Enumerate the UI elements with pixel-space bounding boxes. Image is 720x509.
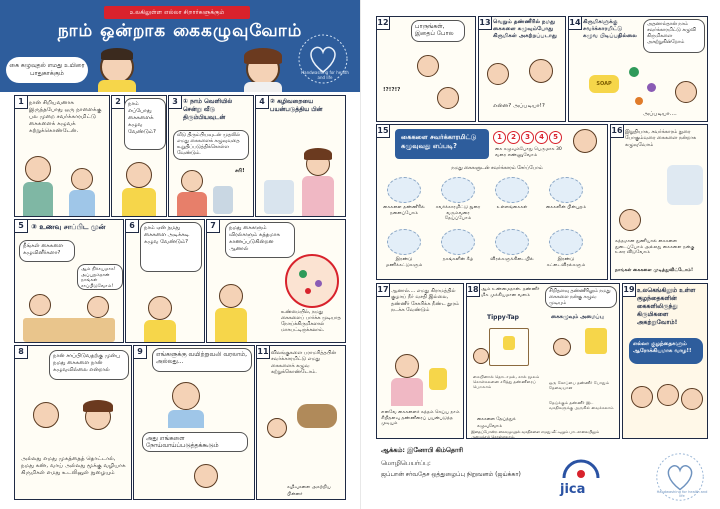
- panel-7-speech-bubble: நமது கைகளும் விரல்களும் சுத்தமாக காணப்படுகின்றன ஆனால்: [225, 222, 295, 258]
- cow-illustration: [297, 404, 337, 428]
- girl-dress: [391, 378, 423, 406]
- panel-6-speech-bubble: நாம் ஏன் நமது கைகளை அடிக்கடி கழுவ வேண்டும்?: [140, 222, 202, 272]
- boy-figure: [126, 162, 152, 188]
- step-illustration: [441, 177, 475, 203]
- panel-number: 19: [623, 284, 636, 297]
- mother-figure: [25, 156, 51, 182]
- panel-12-sfx: !?!?!?: [383, 87, 401, 93]
- step-illustration: [441, 229, 475, 255]
- child-shirt: [177, 192, 207, 216]
- child-figure: [71, 168, 93, 190]
- comic-panel-16: [610, 124, 708, 280]
- panel-16-caption: இறுதியாக, சவர்க்காரம் நுரை போகும்வரை கைகளை நன்றாக கழுவுவோம்: [625, 129, 697, 148]
- panel-7-caption: உண்மையில், நமது கைகளைப் பார்க்க முடியாத நோய்க்கிருமிகளால் மாசுபட்டிருக்கலாம்.: [281, 310, 341, 333]
- child-figure: [681, 388, 703, 410]
- child-figure: [657, 384, 679, 406]
- panel-number: 4: [256, 96, 269, 109]
- boy-figure: [529, 59, 553, 83]
- sick-boy-shirt: [168, 410, 204, 428]
- comic-panel-14: [568, 16, 708, 122]
- water-container-icon: [429, 368, 447, 390]
- panel-15-note: கை கழுவும்போது பெருமாக 30 வரை எண்ணுவோம்: [495, 147, 562, 158]
- boy-figure: [437, 87, 459, 109]
- magnified-germs-circle: [285, 254, 339, 308]
- header-tag: உலகிலுள்ள எல்லா சிறார்களுக்கும்: [104, 6, 250, 19]
- handwash-station-note-2: தேய்க்கும் தண்ணீர் இட வசதிகளுக்கு அருகில் வைக்கலாம்: [549, 400, 614, 410]
- step-badge: 2: [507, 131, 520, 144]
- step-illustration: [495, 229, 529, 255]
- comic-panel-18: [466, 283, 620, 439]
- step-illustration: [549, 229, 583, 255]
- panel-16-caption-3: நாங்கள் கைகளை முடித்துவிட்டோம்!: [615, 268, 694, 273]
- rinsing-hands-illustration: [667, 165, 703, 205]
- step-illustration: [495, 177, 529, 203]
- panel-number: 1: [15, 96, 28, 109]
- panel-11-caption: விலங்குகளை பராமரித்தபின் சவர்க்காரமிட்டு எமது கைகளைக் கழுவ கற்றுக்கொண்டோம்.: [271, 350, 337, 376]
- step-badge: 3: [521, 131, 534, 144]
- comic-panel-7: [206, 219, 346, 343]
- mother-figure: [417, 55, 439, 77]
- header-girl-shirt: [244, 82, 282, 92]
- water-bucket-icon: [585, 328, 607, 354]
- panel-14-speech-bubble: அதனால்தான் நாம் சவர்க்காரமிட்டு கழுவி கிருமிகளை அகற்றுகின்றோம்: [643, 19, 705, 53]
- boy-eating-figure: [33, 402, 59, 428]
- mother-dress: [23, 182, 53, 216]
- panel-18-caption-bottom: இதைப்போன்ற கைகழுவுதல் வசதிகளை எமது வீட்டிலும் பாடசாலையிலும் அமைத்துக் கொள்ளலாம்.: [471, 429, 599, 439]
- credit-translator: ஜப்பான் சர்வதேச ஒத்துழைப்பு நிறுவனம் (ஜய்க்கா): [381, 471, 521, 478]
- panel-number: 3: [169, 96, 182, 109]
- panel-number: 15: [377, 125, 390, 138]
- header-speech-bubble: கை கழுவுதல் எமது உயிரை பாதுகாக்கும்: [6, 57, 88, 83]
- boy-shirt: [144, 320, 176, 342]
- sink-illustration: [213, 186, 233, 214]
- panel-2-speech-bubble: நாம் எப்போது கைகளைக் கழுவ வேண்டும்?: [124, 98, 166, 150]
- boy-shirt: [122, 188, 156, 216]
- panel-number: 14: [569, 17, 582, 30]
- tippy-tap-note-2: கைகளை தேய்த்துக் கழுவுவோம்: [477, 417, 516, 429]
- boy-shirt: [215, 308, 247, 342]
- step-label: சவர்க்காரமிட்டு நுரை வரும்வரை தேய்ப்போம்: [435, 205, 481, 221]
- panel-number: 17: [377, 284, 390, 297]
- poster-title: நாம் ஒன்றாக கைகழுவுவோம்: [57, 21, 303, 41]
- header-girl-hair: [244, 48, 282, 64]
- panel-9-speech-bubble: எங்களுக்கு வயிற்றுவலி வரலாம், அல்லது...: [152, 348, 252, 372]
- step-badge: 5: [549, 131, 562, 144]
- comic-panel-2: [111, 95, 167, 217]
- panel-number: 6: [126, 220, 139, 233]
- tippy-tap-container: [503, 336, 515, 350]
- panel-15-subheading: நமது கைகளுடன் சவர்க்காரம் சேர்ப்போம்: [451, 166, 543, 171]
- panel-3-speech-bubble: வீடு திரும்பியவுடன் முதலில் எமது கைகளைக் கழுவுவதை உறுதிப்படுத்திக்கொள்ள வேண்டும்.: [173, 130, 249, 160]
- boy-figure: [675, 81, 697, 103]
- step-badge: 1: [493, 131, 506, 144]
- comic-panel-8: [14, 345, 132, 500]
- comic-panel-5: [14, 219, 124, 343]
- credit-author: ஆக்கம்: இனோபி கிம்தொரி: [381, 446, 463, 454]
- panel-17-caption: ஆனால்.... எமது கிராமத்தில் குழாய் நீர் வசதி இல்லை, தண்ணீர் சேகரிக்க நீண்ட தூரம் நடக்க வேண்டும்: [391, 288, 460, 314]
- girl-figure: [573, 129, 597, 153]
- comic-panel-9: [133, 345, 255, 500]
- panel-9-second-bubble: அது எங்களை நோய்வாய்ப்படுத்தக்கூடும்: [142, 432, 248, 452]
- girl-figure: [619, 209, 641, 231]
- panel-number: 8: [15, 346, 28, 359]
- panel-13-heading: வெறும் தண்ணீரில் நமது கைகளை கழுவும்போது கிருமிகள் அகற்றப்படாது: [493, 19, 557, 39]
- step-illustration: [387, 229, 421, 255]
- header-boy-shirt: [98, 80, 136, 92]
- tippy-tap-note: கையினால் தொடாமல், கால் மூலம் கொள்கலனை சரித்து தண்ணீரைப் பெறலாம்: [473, 374, 540, 389]
- handwash-station-note: ஒரு கோப்பை தண்ணீர் போதும் தேவையான: [549, 380, 610, 390]
- girl-carrying-water-figure: [395, 354, 419, 378]
- soap-bar-icon: SOAP: [589, 75, 619, 93]
- panel-17-caption-2: எனவே கைகளைச் சுத்தம் செய்ய நாம் சிறிதளவு தண்ணீரைப் பயன்படுத்த முடியும்: [381, 410, 460, 427]
- panel-number: 9: [134, 346, 147, 359]
- panel-number: 11: [257, 346, 270, 359]
- step-label: உள்ளங்கைகள்: [496, 205, 528, 210]
- tippy-tap-title: Tippy-Tap: [487, 314, 519, 321]
- comic-panel-1: [14, 95, 110, 217]
- child-figure: [473, 348, 489, 364]
- comic-panel-17: [376, 283, 464, 439]
- panel-3-sfx: சரி!: [235, 168, 245, 174]
- panel-19-heading: உலகெங்கிலும் உள்ள குழந்தைகளின் கைகளிலிருந்து கிருமிகளை அகற்றுவோம்!: [637, 287, 696, 326]
- step-badge: 4: [535, 131, 548, 144]
- panel-5-reply-bubble: ஆம் நிச்சயமாக! அப்புறம்தான் நாங்கள் சாப்பிடுவோம்!: [77, 264, 123, 290]
- boy-figure: [267, 418, 287, 438]
- panel-8-caption: அல்லது எமது முகத்தைத் தொட்டால், நமது கண், வாய் அல்லது மூக்கு வழியாக கிருமிகள் எமது உடலினுள் நுழையும்: [21, 456, 126, 476]
- panel-5-heading: ③ உணவு சாப்பிட முன்: [31, 223, 106, 231]
- panel-number: 5: [15, 220, 28, 233]
- panel-number: 18: [467, 284, 480, 297]
- step-label: விரல்களுக்கிடையில்: [490, 257, 534, 262]
- mother-figure: [29, 294, 51, 316]
- girl-dress: [302, 176, 334, 216]
- comic-panel-12: [376, 16, 476, 122]
- header-boy-hair: [101, 48, 133, 60]
- step-illustration: [387, 177, 421, 203]
- panel-number: 16: [611, 125, 624, 138]
- panel-19-speech-bubble: எல்லா குழந்தைகளும் ஆரோக்கியமாக வாழ!!: [629, 338, 703, 364]
- comic-panel-4: [255, 95, 346, 217]
- germ-icon: [647, 83, 656, 92]
- step-label: நகங்களின் கீழ்: [442, 257, 474, 262]
- header-logo-text: Handwashing for health and life: [301, 70, 349, 80]
- step-label: கைகளின் பின்புறம்: [545, 205, 587, 210]
- panel-number: 2: [112, 96, 125, 109]
- step-label: இரண்டு மணிக்கட்டுகளும்: [385, 257, 423, 268]
- child-figure: [181, 170, 203, 192]
- handwash-station-title: கைகழுவும் அமைப்பு: [551, 314, 604, 320]
- germ-icon: [315, 280, 322, 287]
- comic-panel-13: [478, 16, 566, 122]
- germ-icon: [635, 97, 643, 105]
- girl-hair: [83, 400, 113, 412]
- panel-11-caption-2: கழிவுகளை அகற்றிய பின்னர்: [287, 485, 331, 497]
- panel-15-heading: கைகளை சவர்க்காரமிட்டு கழுவுவது எப்படி?: [401, 133, 477, 150]
- jica-logo-text: jica: [560, 482, 586, 497]
- panel-8-speech-bubble: நான் சாப்பிடுவதற்கு முன்பு நமது கைகளை நான் கழுவவில்லை என்றால்: [49, 350, 129, 380]
- dining-table: [23, 318, 115, 342]
- footer-logo-text: Handwashing for health and life: [656, 490, 708, 498]
- child-figure: [87, 296, 109, 318]
- panel-18-speech-bubble: சிறிதளவு தண்ணீரிலும் நமது கைகளை நன்கு கழுவ முடியும்: [545, 286, 617, 308]
- panel-18-caption: ஆம் உண்மைதான். தண்ணீர் மிக முக்கியமான வளம்: [481, 287, 540, 298]
- comic-panel-11: [256, 345, 346, 500]
- panel-13-sfx: என்ன? அப்படியா!?: [493, 103, 545, 109]
- girl-figure: [487, 63, 509, 85]
- credit-translation-label: மொழிபெயர்ப்பு:: [381, 459, 431, 467]
- panel-5-speech-bubble: நீங்கள் கைகளை கழுவினீர்களா?: [19, 240, 75, 262]
- toilet-sink-illustration: [264, 180, 294, 214]
- boy-figure: [219, 284, 243, 308]
- germ-icon: [305, 288, 311, 294]
- panel-14-sfx: அப்படியா....: [643, 111, 677, 117]
- germ-icon: [299, 270, 307, 278]
- germ-icon: [629, 67, 639, 77]
- panel-number: 13: [479, 17, 492, 30]
- comic-panel-6: [125, 219, 205, 343]
- step-label: இரண்டு கட்டைவிரல்களும்: [546, 257, 586, 268]
- comic-panel-19: [622, 283, 708, 439]
- step-label: கைகளை தண்ணீரில் நனைப்போம்: [383, 205, 425, 216]
- comic-panel-3: [168, 95, 254, 217]
- boy-figure: [148, 296, 172, 320]
- panel-3-heading: ① நாம் வெளியில் சென்று வீடு திரும்பியவுடன்: [183, 98, 233, 121]
- sick-boy-figure: [172, 382, 200, 410]
- right-page: [360, 0, 720, 509]
- child-shirt: [69, 190, 95, 216]
- panel-1-text: நான் சிறியவனாக இருந்தபோது ஒரு நாளைக்கு பல முறை சவர்க்காரமிட்டு கைகளைக் கழுவக் கற்றுக்கொண்டேன்.: [29, 100, 102, 134]
- panel-16-caption-2: சுத்தமான துணியால் கைகளை துடைப்போம் அல்லது கைகளை நன்கு உலர விடுவோம்: [615, 239, 695, 256]
- poster-header: [0, 0, 360, 92]
- panel-4-heading: ② கழிவறையை பயன்படுத்திய பின்: [270, 98, 323, 113]
- panel-number: 12: [377, 17, 390, 30]
- boy-figure: [553, 338, 571, 356]
- girl-hair: [304, 148, 332, 160]
- comic-panel-15: [376, 124, 608, 280]
- panel-number: 7: [207, 220, 220, 233]
- panel-12-speech-bubble: பாருங்கள், இதைப் போல: [411, 20, 465, 42]
- panel-14-heading: கிருமிகளுக்கு சவர்க்காரமிட்டு கழுவ பிடிப்பதில்லை: [583, 19, 637, 39]
- step-illustration: [549, 177, 583, 203]
- sick-boy-in-bed-figure: [194, 464, 218, 488]
- child-figure: [631, 386, 653, 408]
